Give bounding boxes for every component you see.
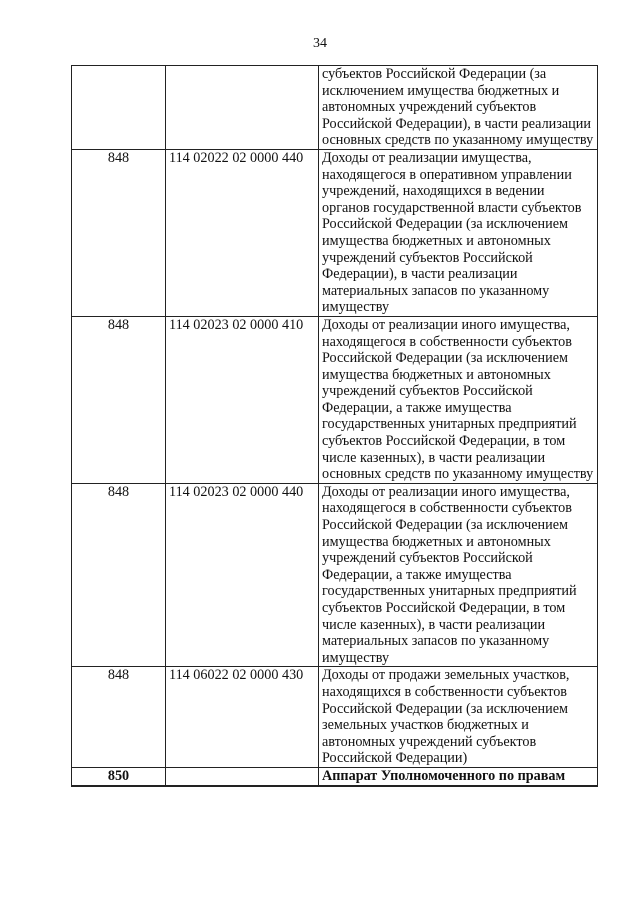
- revenue-code-cell: [166, 66, 319, 150]
- revenue-code-cell: 114 02022 02 0000 440: [166, 149, 319, 316]
- table-row: [72, 316, 598, 483]
- revenue-code-cell: 114 02023 02 0000 410: [166, 316, 319, 483]
- description-cell: Доходы от продажи земельных участков, находящихся в собственности субъектов Российской Федерации (за исключением земельных участков бюджетных и автономных учреждений субъектов Российской Федерации): [319, 667, 598, 768]
- revenue-code-cell: 114 06022 02 0000 430: [166, 667, 319, 768]
- admin-code-cell: 850: [72, 767, 166, 785]
- admin-code-cell: [72, 66, 166, 150]
- description-cell: Доходы от реализации иного имущества, находящегося в собственности субъектов Российской Федерации (за исключением имущества бюджетных и автономных учреждений субъектов Российской Федерации, а также имущества государственных унитарных предприятий субъектов Российской Федерации, в том числе казенных), в части реализации материальных запасов по указанному имуществу: [319, 483, 598, 667]
- table-row: [72, 667, 598, 768]
- description-cell: Аппарат Уполномоченного по правам: [319, 767, 598, 785]
- table-row: [72, 66, 598, 150]
- table-row: [72, 149, 598, 316]
- description-cell: субъектов Российской Федерации (за исключением имущества бюджетных и автономных учреждений субъектов Российской Федерации), в части реализации основных средств по указанному имуществу: [319, 66, 598, 150]
- page-number: 34: [313, 36, 327, 51]
- revenue-code-cell: 114 02023 02 0000 440: [166, 483, 319, 667]
- admin-code-cell: 848: [72, 149, 166, 316]
- description-cell: Доходы от реализации имущества, находящегося в оперативном управлении учреждений, находящихся в ведении органов государственной власти субъектов Российской Федерации (за исключением имущества бюджетных и автономных учреждений субъектов Российской Федерации), в части реализации материальных запасов по указанному имуществу: [319, 149, 598, 316]
- table-row: [72, 483, 598, 667]
- admin-code-cell: 848: [72, 667, 166, 768]
- revenue-code-cell: [166, 767, 319, 785]
- table-row-section-header: [72, 767, 598, 785]
- description-cell: Доходы от реализации иного имущества, находящегося в собственности субъектов Российской Федерации (за исключением имущества бюджетных и автономных учреждений субъектов Российской Федерации, а также имущества государственных унитарных предприятий субъектов Российской Федерации, в том числе казенных), в части реализации основных средств по указанному имуществу: [319, 316, 598, 483]
- revenue-codes-table: [71, 65, 598, 787]
- admin-code-cell: 848: [72, 316, 166, 483]
- admin-code-cell: 848: [72, 483, 166, 667]
